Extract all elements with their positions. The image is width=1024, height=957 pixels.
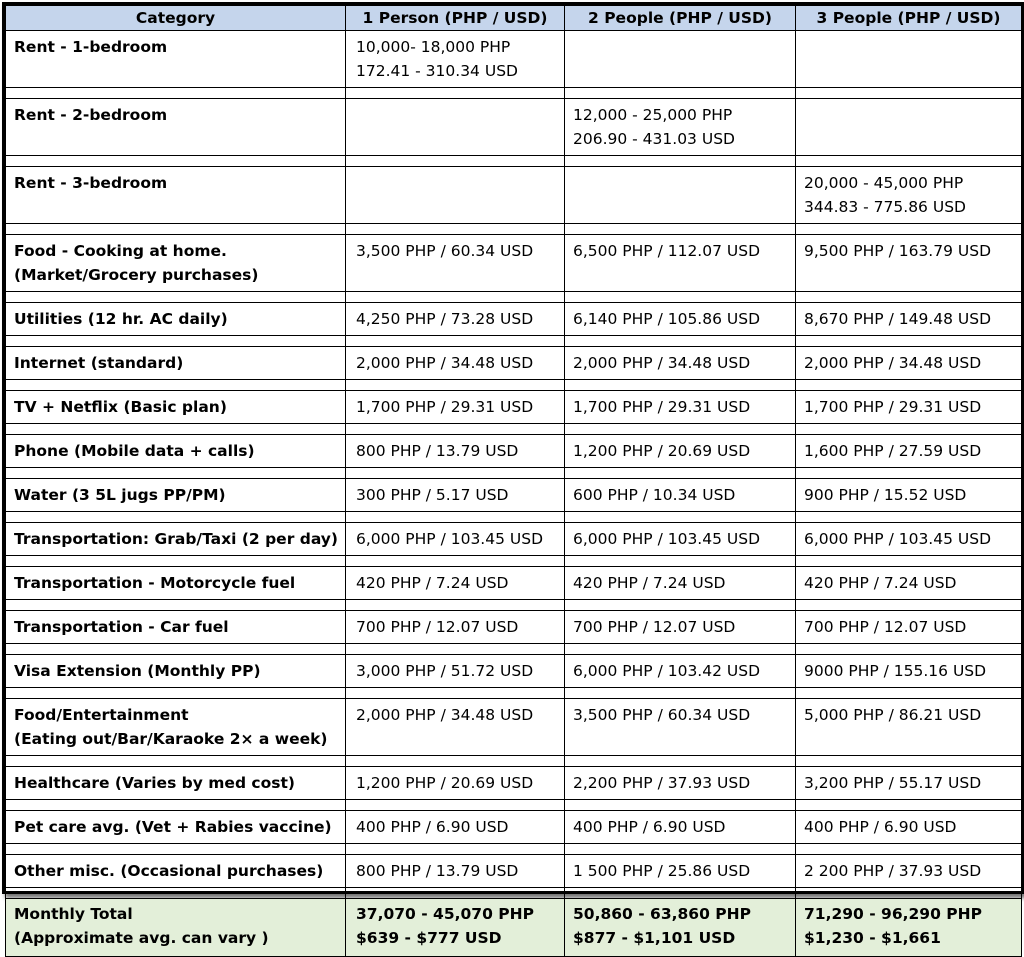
one-person-cell-line: 3,000 PHP / 51.72 USD	[356, 662, 534, 680]
three-people-cell	[796, 811, 1022, 844]
three-people-cell-line: 2,000 PHP / 34.48 USD	[804, 354, 982, 372]
spacer-cell	[346, 156, 565, 167]
table-row	[6, 347, 1022, 380]
one-person-cell-line: 300 PHP / 5.17 USD	[356, 486, 509, 504]
spacer-cell	[565, 88, 796, 99]
spacer-cell	[565, 512, 796, 523]
one-person-cell-line: 800 PHP / 13.79 USD	[356, 862, 519, 880]
one-person-cell-line: 1,200 PHP / 20.69 USD	[356, 774, 534, 792]
one-person-cell-line: 400 PHP / 6.90 USD	[356, 818, 509, 836]
two-people-cell-line: 6,500 PHP / 112.07 USD	[573, 242, 761, 260]
one-person-cell-line: 172.41 - 310.34 USD	[356, 62, 518, 80]
table-body	[6, 31, 1022, 957]
category-cell-line: (Market/Grocery purchases)	[14, 266, 259, 284]
spacer-row	[6, 600, 1022, 611]
three-people-cell	[796, 479, 1022, 512]
spacer-cell	[565, 424, 796, 435]
spacer-row	[6, 336, 1022, 347]
spacer-cell	[796, 512, 1022, 523]
two-people-cell-line: 6,000 PHP / 103.42 USD	[573, 662, 761, 680]
category-cell-line: Food/Entertainment	[14, 706, 189, 724]
category-cell	[6, 567, 346, 600]
two-people-cell	[565, 347, 796, 380]
spacer-row	[6, 156, 1022, 167]
category-cell	[6, 167, 346, 224]
total-two-people-cell	[565, 899, 796, 957]
spacer-row	[6, 424, 1022, 435]
spacer-cell	[565, 756, 796, 767]
three-people-cell	[796, 303, 1022, 336]
total-one-person-cell	[346, 899, 565, 957]
monthly-total-row	[6, 899, 1022, 957]
spacer-cell	[346, 512, 565, 523]
spacer-cell	[796, 380, 1022, 391]
one-person-cell	[346, 99, 565, 156]
two-people-cell	[565, 167, 796, 224]
spacer-cell	[346, 424, 565, 435]
spacer-cell	[796, 336, 1022, 347]
three-people-cell-line: 9000 PHP / 155.16 USD	[804, 662, 987, 680]
category-cell-line: Rent - 3-bedroom	[14, 174, 168, 192]
category-cell-line: Utilities (12 hr. AC daily)	[14, 310, 228, 328]
spacer-cell	[346, 688, 565, 699]
three-people-cell	[796, 167, 1022, 224]
spacer-row	[6, 292, 1022, 303]
two-people-cell	[565, 435, 796, 468]
spacer-cell	[6, 468, 346, 479]
category-cell	[6, 811, 346, 844]
spacer-cell	[565, 336, 796, 347]
one-person-cell	[346, 811, 565, 844]
spacer-row	[6, 688, 1022, 699]
spacer-row	[6, 756, 1022, 767]
table-row	[6, 655, 1022, 688]
three-people-cell	[796, 855, 1022, 888]
spacer-cell	[6, 888, 346, 899]
category-cell-line: Other misc. (Occasional purchases)	[14, 862, 324, 880]
category-cell-line: (Eating out/Bar/Karaoke 2× a week)	[14, 730, 328, 748]
total-three-people-cell-line: $1,230 - $1,661	[804, 929, 941, 947]
three-people-cell	[796, 99, 1022, 156]
spacer-cell	[565, 800, 796, 811]
table-row	[6, 479, 1022, 512]
two-people-cell-line: 2,200 PHP / 37.93 USD	[573, 774, 751, 792]
spacer-cell	[6, 292, 346, 303]
spacer-cell	[565, 156, 796, 167]
spacer-cell	[796, 224, 1022, 235]
spacer-row	[6, 380, 1022, 391]
total-two-people-cell-line: 50,860 - 63,860 PHP	[573, 905, 751, 923]
two-people-cell-line: 2,000 PHP / 34.48 USD	[573, 354, 751, 372]
two-people-cell	[565, 767, 796, 800]
spacer-cell	[565, 556, 796, 567]
cost-table-frame	[2, 2, 1024, 947]
two-people-cell-line: 206.90 - 431.03 USD	[573, 130, 735, 148]
total-category-cell-line: Monthly Total	[14, 905, 133, 923]
total-category-cell	[6, 899, 346, 957]
one-person-cell	[346, 391, 565, 424]
three-people-cell	[796, 655, 1022, 688]
three-people-cell	[796, 611, 1022, 644]
spacer-cell	[796, 644, 1022, 655]
total-one-person-cell-line: 37,070 - 45,070 PHP	[356, 905, 534, 923]
two-people-cell	[565, 479, 796, 512]
category-cell-line: Rent - 1-bedroom	[14, 38, 168, 56]
header-row	[6, 6, 1022, 31]
two-people-cell	[565, 391, 796, 424]
spacer-row	[6, 88, 1022, 99]
category-cell	[6, 855, 346, 888]
one-person-cell-line: 420 PHP / 7.24 USD	[356, 574, 509, 592]
table-row	[6, 31, 1022, 88]
total-three-people-cell-line: 71,290 - 96,290 PHP	[804, 905, 982, 923]
two-people-cell	[565, 235, 796, 292]
table-row	[6, 99, 1022, 156]
header-2-people: 2 People (PHP / USD)	[565, 6, 796, 31]
spacer-cell	[346, 644, 565, 655]
spacer-row	[6, 800, 1022, 811]
three-people-cell	[796, 31, 1022, 88]
table-row	[6, 235, 1022, 292]
two-people-cell-line: 600 PHP / 10.34 USD	[573, 486, 736, 504]
spacer-cell	[6, 156, 346, 167]
spacer-cell	[565, 644, 796, 655]
category-cell-line: Internet (standard)	[14, 354, 184, 372]
spacer-cell	[796, 292, 1022, 303]
one-person-cell-line: 10,000- 18,000 PHP	[356, 38, 511, 56]
category-cell-line: Healthcare (Varies by med cost)	[14, 774, 295, 792]
spacer-row	[6, 468, 1022, 479]
category-cell	[6, 31, 346, 88]
one-person-cell	[346, 435, 565, 468]
two-people-cell	[565, 567, 796, 600]
two-people-cell	[565, 855, 796, 888]
spacer-cell	[796, 888, 1022, 899]
three-people-cell-line: 420 PHP / 7.24 USD	[804, 574, 957, 592]
spacer-cell	[6, 424, 346, 435]
spacer-cell	[796, 556, 1022, 567]
spacer-cell	[6, 688, 346, 699]
total-three-people-cell	[796, 899, 1022, 957]
spacer-cell	[6, 800, 346, 811]
header-1-person: 1 Person (PHP / USD)	[346, 6, 565, 31]
one-person-cell	[346, 855, 565, 888]
one-person-cell-line: 1,700 PHP / 29.31 USD	[356, 398, 534, 416]
two-people-cell	[565, 31, 796, 88]
category-cell	[6, 523, 346, 556]
two-people-cell-line: 6,140 PHP / 105.86 USD	[573, 310, 761, 328]
three-people-cell-line: 700 PHP / 12.07 USD	[804, 618, 967, 636]
category-cell	[6, 767, 346, 800]
two-people-cell-line: 400 PHP / 6.90 USD	[573, 818, 726, 836]
table-row	[6, 699, 1022, 756]
three-people-cell-line: 5,000 PHP / 86.21 USD	[804, 706, 982, 724]
spacer-cell	[565, 844, 796, 855]
category-cell-line: Food - Cooking at home.	[14, 242, 227, 260]
one-person-cell	[346, 479, 565, 512]
category-cell	[6, 611, 346, 644]
spacer-row	[6, 224, 1022, 235]
spacer-cell	[796, 424, 1022, 435]
header-3-people: 3 People (PHP / USD)	[796, 6, 1022, 31]
spacer-row	[6, 844, 1022, 855]
spacer-row	[6, 512, 1022, 523]
spacer-cell	[6, 380, 346, 391]
total-two-people-cell-line: $877 - $1,101 USD	[573, 929, 736, 947]
three-people-cell-line: 9,500 PHP / 163.79 USD	[804, 242, 992, 260]
spacer-cell	[6, 600, 346, 611]
one-person-cell	[346, 303, 565, 336]
spacer-cell	[6, 336, 346, 347]
three-people-cell	[796, 699, 1022, 756]
two-people-cell-line: 1,700 PHP / 29.31 USD	[573, 398, 751, 416]
spacer-cell	[796, 800, 1022, 811]
table-row	[6, 523, 1022, 556]
table-row	[6, 811, 1022, 844]
category-cell	[6, 347, 346, 380]
one-person-cell	[346, 523, 565, 556]
two-people-cell-line: 700 PHP / 12.07 USD	[573, 618, 736, 636]
category-cell-line: Transportation - Motorcycle fuel	[14, 574, 296, 592]
spacer-cell	[346, 336, 565, 347]
three-people-cell	[796, 347, 1022, 380]
one-person-cell-line: 800 PHP / 13.79 USD	[356, 442, 519, 460]
spacer-cell	[796, 156, 1022, 167]
two-people-cell	[565, 611, 796, 644]
one-person-cell	[346, 235, 565, 292]
three-people-cell-line: 20,000 - 45,000 PHP	[804, 174, 964, 192]
table-row	[6, 767, 1022, 800]
one-person-cell	[346, 655, 565, 688]
three-people-cell-line: 1,700 PHP / 29.31 USD	[804, 398, 982, 416]
one-person-cell	[346, 167, 565, 224]
category-cell-line: Transportation: Grab/Taxi (2 per day)	[14, 530, 338, 548]
two-people-cell-line: 12,000 - 25,000 PHP	[573, 106, 733, 124]
spacer-cell	[346, 600, 565, 611]
one-person-cell	[346, 767, 565, 800]
spacer-cell	[346, 756, 565, 767]
one-person-cell-line: 700 PHP / 12.07 USD	[356, 618, 519, 636]
table-row	[6, 303, 1022, 336]
spacer-cell	[796, 688, 1022, 699]
category-cell-line: Phone (Mobile data + calls)	[14, 442, 255, 460]
one-person-cell-line: 2,000 PHP / 34.48 USD	[356, 354, 534, 372]
table-row	[6, 435, 1022, 468]
category-cell	[6, 99, 346, 156]
category-cell	[6, 303, 346, 336]
one-person-cell-line: 6,000 PHP / 103.45 USD	[356, 530, 544, 548]
category-cell-line: Pet care avg. (Vet + Rabies vaccine)	[14, 818, 332, 836]
three-people-cell	[796, 567, 1022, 600]
total-one-person-cell-line: $639 - $777 USD	[356, 929, 502, 947]
spacer-cell	[796, 88, 1022, 99]
spacer-cell	[346, 468, 565, 479]
spacer-cell	[346, 88, 565, 99]
table-row	[6, 567, 1022, 600]
spacer-cell	[565, 600, 796, 611]
cost-of-living-table	[5, 5, 1022, 957]
three-people-cell	[796, 523, 1022, 556]
three-people-cell-line: 344.83 - 775.86 USD	[804, 198, 966, 216]
category-cell-line: TV + Netflix (Basic plan)	[14, 398, 227, 416]
spacer-cell	[346, 292, 565, 303]
one-person-cell	[346, 567, 565, 600]
three-people-cell	[796, 235, 1022, 292]
category-cell	[6, 655, 346, 688]
two-people-cell-line: 1 500 PHP / 25.86 USD	[573, 862, 751, 880]
table-row	[6, 391, 1022, 424]
one-person-cell	[346, 31, 565, 88]
category-cell-line: Transportation - Car fuel	[14, 618, 229, 636]
one-person-cell-line: 3,500 PHP / 60.34 USD	[356, 242, 534, 260]
spacer-cell	[565, 380, 796, 391]
category-cell-line: Rent - 2-bedroom	[14, 106, 168, 124]
category-cell-line: Water (3 5L jugs PP/PM)	[14, 486, 226, 504]
spacer-cell	[796, 844, 1022, 855]
spacer-cell	[6, 756, 346, 767]
spacer-cell	[6, 88, 346, 99]
one-person-cell	[346, 611, 565, 644]
spacer-cell	[346, 380, 565, 391]
spacer-cell	[796, 600, 1022, 611]
two-people-cell-line: 420 PHP / 7.24 USD	[573, 574, 726, 592]
table-row	[6, 611, 1022, 644]
spacer-cell	[796, 756, 1022, 767]
three-people-cell	[796, 767, 1022, 800]
two-people-cell	[565, 811, 796, 844]
spacer-cell	[346, 800, 565, 811]
spacer-cell	[6, 844, 346, 855]
two-people-cell	[565, 523, 796, 556]
three-people-cell	[796, 391, 1022, 424]
spacer-cell	[565, 468, 796, 479]
category-cell	[6, 699, 346, 756]
one-person-cell	[346, 699, 565, 756]
spacer-cell	[346, 888, 565, 899]
table-row	[6, 167, 1022, 224]
spacer-row	[6, 644, 1022, 655]
two-people-cell-line: 6,000 PHP / 103.45 USD	[573, 530, 761, 548]
three-people-cell	[796, 435, 1022, 468]
spacer-cell	[6, 224, 346, 235]
one-person-cell-line: 2,000 PHP / 34.48 USD	[356, 706, 534, 724]
spacer-cell	[6, 644, 346, 655]
one-person-cell-line: 4,250 PHP / 73.28 USD	[356, 310, 534, 328]
two-people-cell	[565, 99, 796, 156]
category-cell	[6, 435, 346, 468]
category-cell-line: Visa Extension (Monthly PP)	[14, 662, 261, 680]
two-people-cell-line: 3,500 PHP / 60.34 USD	[573, 706, 751, 724]
spacer-row	[6, 556, 1022, 567]
category-cell	[6, 479, 346, 512]
spacer-cell	[346, 556, 565, 567]
spacer-cell	[346, 844, 565, 855]
three-people-cell-line: 2 200 PHP / 37.93 USD	[804, 862, 982, 880]
two-people-cell-line: 1,200 PHP / 20.69 USD	[573, 442, 751, 460]
table-row	[6, 855, 1022, 888]
spacer-cell	[565, 224, 796, 235]
spacer-row	[6, 888, 1022, 899]
spacer-cell	[565, 888, 796, 899]
spacer-cell	[565, 688, 796, 699]
spacer-cell	[346, 224, 565, 235]
spacer-cell	[796, 468, 1022, 479]
three-people-cell-line: 400 PHP / 6.90 USD	[804, 818, 957, 836]
spacer-cell	[6, 556, 346, 567]
three-people-cell-line: 1,600 PHP / 27.59 USD	[804, 442, 982, 460]
spacer-cell	[565, 292, 796, 303]
two-people-cell	[565, 303, 796, 336]
one-person-cell	[346, 347, 565, 380]
spacer-cell	[6, 512, 346, 523]
total-category-cell-line: (Approximate avg. can vary )	[14, 929, 269, 947]
two-people-cell	[565, 655, 796, 688]
category-cell	[6, 391, 346, 424]
three-people-cell-line: 6,000 PHP / 103.45 USD	[804, 530, 992, 548]
three-people-cell-line: 8,670 PHP / 149.48 USD	[804, 310, 992, 328]
category-cell	[6, 235, 346, 292]
two-people-cell	[565, 699, 796, 756]
three-people-cell-line: 900 PHP / 15.52 USD	[804, 486, 967, 504]
three-people-cell-line: 3,200 PHP / 55.17 USD	[804, 774, 982, 792]
header-category: Category	[6, 6, 346, 31]
